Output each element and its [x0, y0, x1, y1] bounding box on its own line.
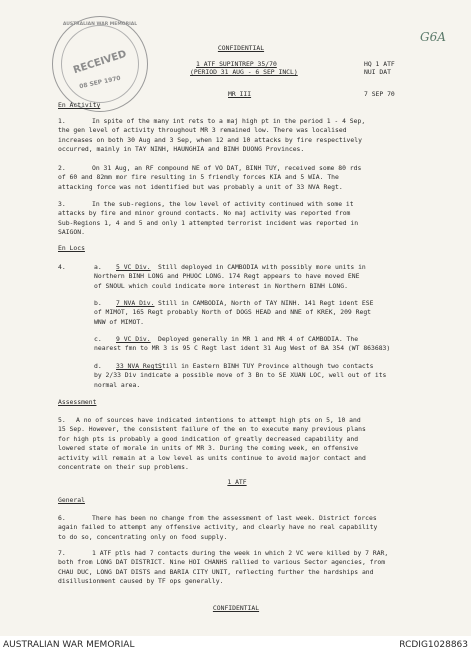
subpara-letter: a.: [94, 263, 102, 271]
heading-1atf: 1 ATF: [227, 478, 247, 486]
footer-institution: AUSTRALIAN WAR MEMORIAL: [3, 640, 135, 650]
unit-5vc-div: 5 VC Div.: [116, 263, 151, 271]
classification-top: CONFIDENTIAL: [217, 44, 265, 52]
report-period: (PERIOD 31 AUG - 6 SEP INCL): [190, 68, 298, 76]
para-number: 7.: [58, 549, 66, 557]
para-number: 6.: [58, 514, 66, 522]
para-4a: Still deployed in CAMBODIA with possibly more units in Northern BINH LONG and PHUOC LONG. 174 Regt appears to have moved ENE of SNOUL which could indicate more interest in Northern BINH LONG.: [94, 263, 366, 290]
para-number: 2.: [58, 164, 66, 172]
stamp-received-text: RECEIVED: [71, 48, 128, 77]
archive-footer: [0, 636, 471, 654]
unit-7nva-div: 7 NVA Div.: [116, 299, 155, 307]
para-number: 3.: [58, 200, 66, 208]
para-number: 5.: [58, 416, 66, 424]
para-7: 1 ATF ptls had 7 contacts during the week in which 2 VC were killed by 7 RAR, both from LONG DAT DISTRICT. Nine HOI CHANHS rallied to various Sector agencies, from CHAU DUC, LONG DAT DISTS and BARIA CITY UNIT, reflecting further the hardships and disillusionment caused by TF ops generally.: [58, 549, 389, 586]
para-1: In spite of the many int rets to a maj high pt in the period 1 - 4 Sep, the gen level of activity throughout MR 3 remained low. There was localised increases on both 30 Aug and 3 Sep, when 12 and 10 attacks by fire respectively occurred, mainly in TAY NINH, HAUNGHIA and BINH DUONG Provinces.: [58, 117, 366, 154]
subpara-letter: d.: [94, 362, 102, 370]
para-5: A no of sources have indicated intentions to attempt high pts on 5, 10 and 15 Sep. However, the consistent failure of the en to execute many previous plans for high pts is probably a good indication of greatly decreased capability and lowered state of morale in units of MR 3. During the coming week, en offensive activity will remain at a low level as units continue to avoid major contact and concentrate on their sup problems.: [58, 416, 366, 472]
para-6: There has been no change from the assessment of last week. District forces again failed to attempt any offensive activity, and clearly have no real capability to do so, concentrating only on food supply.: [58, 514, 378, 541]
report-date: 7 SEP 70: [364, 90, 395, 98]
heading-assessment: Assessment: [58, 398, 97, 406]
footer-record-id: RCDIG1028863: [399, 640, 468, 650]
received-stamp: [52, 16, 148, 112]
location-line: NUI DAT: [364, 68, 391, 76]
heading-en-activity: En Activity: [58, 101, 101, 109]
report-series: 1 ATF SUPINTREP 35/70: [196, 60, 277, 68]
handwritten-reference: G6A: [420, 30, 446, 44]
hq-line: HQ 1 ATF: [364, 60, 395, 68]
para-number: 1.: [58, 117, 66, 125]
report-region: MR III: [228, 90, 252, 98]
para-number: 4.: [58, 263, 66, 271]
para-3: In the sub-regions, the low level of activity continued with some it attacks by fire and minor ground contacts. No maj activity was reported from Sub-Regions 1, 4 and 5 and only 1 attempted terrorist incident was reported in SAIGON.: [58, 200, 359, 237]
unit-33nva-regt: 33 NVA Regt.: [116, 362, 163, 370]
unit-9vc-div: 9 VC Div.: [116, 335, 151, 343]
para-2: On 31 Aug, an RF compound NE of VO DAT, BINH TUY, received some 80 rds of 60 and 82mm mor fire resulting in 5 friendly forces KIA and 5 WIA. The attacking force was not identified but was probably a unit of 33 NVA Regt.: [58, 164, 362, 191]
para-4d: Still in Eastern BINH TUY Province although two contacts by 2/33 Div indicate a possible move of 3 Bn to SE XUAN LOC, well out of its normal area.: [94, 362, 387, 389]
heading-general: General: [58, 496, 85, 504]
para-4c: Deployed generally in MR 1 and MR 4 of CAMBODIA. The nearest fmn to MR 3 is 95 C Regt last ident 31 Aug West of BA 354 (WT 863683): [94, 335, 391, 353]
subpara-letter: b.: [94, 299, 102, 307]
classification-bottom: CONFIDENTIAL: [212, 604, 260, 612]
stamp-date: 08 SEP 1970: [78, 74, 122, 91]
heading-en-locs: En Locs: [58, 244, 85, 252]
stamp-top-text: AUSTRALIAN WAR MEMORIAL: [62, 22, 138, 27]
para-4b: Still in CAMBODIA, North of TAY NINH. 141 Regt ident ESE of MIMOT, 165 Regt probably North of DOGS HEAD and NNE of KREK, 209 Regt WNW of MIMOT.: [94, 299, 374, 326]
subpara-letter: c.: [94, 335, 102, 343]
